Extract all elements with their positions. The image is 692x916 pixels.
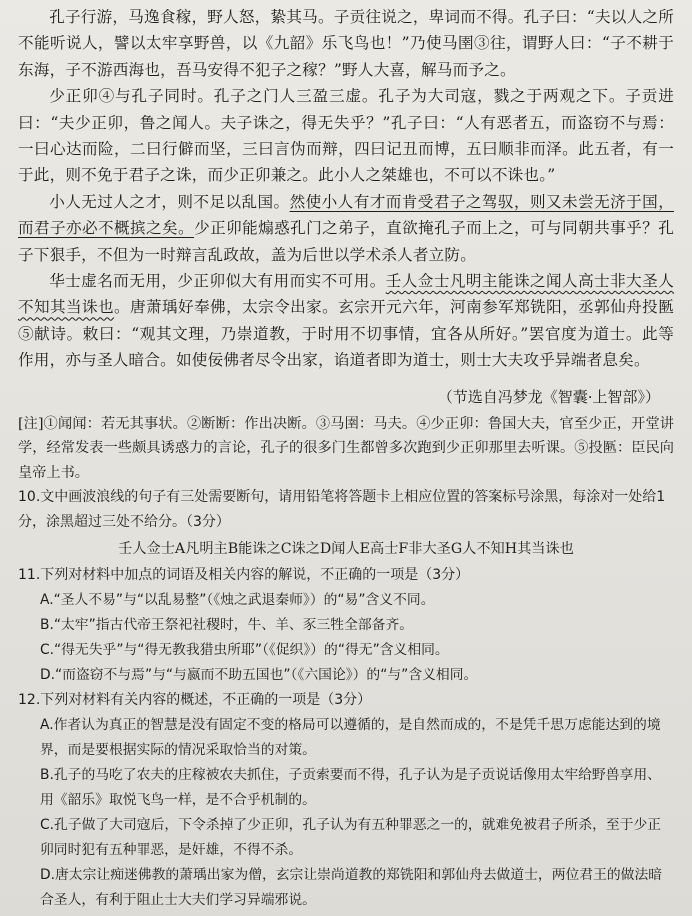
question-12-option-a: A.作者认为真正的智慧是没有固定不变的格局可以遵循的，是自然而成的，不是凭千思万虑能达到的境界，而是要根据实际的情况采取恰当的对策。: [40, 717, 661, 759]
paragraph-4-tail: 。唐萧瑀好奉佛，太宗令出家。玄宗开元六年，河南参军郑铣阳，丞郭仙舟投匦⑤献诗。敕曰：“观其文理，乃崇道教，于时用不切事情，宜各从所好。”罢官度为道士。此等作用，亦与圣人暗合。如使佞佛者尽令出家，谄道者即为道士，则士大夫攻乎异端者息矣。: [18, 298, 674, 370]
question-12-option-b: B.孔子的马吃了农夫的庄稼被农夫抓住，子贡索要而不得，孔子认为是子贡说话像用太牢给野兽享用、用《韶乐》取悦飞鸟一样，是不合乎机制的。: [40, 767, 661, 809]
question-11-option-a: A.“圣人不易”与“以乱易整”（《烛之武退秦师》）的“易”含义不同。: [40, 592, 435, 609]
question-11-option-c: C.“得无失乎”与“得无教我猎虫所耶”（《促织》）的“得无”含义相同。: [40, 642, 449, 659]
question-11-option-b: B.“太牢”指古代帝王祭祀社稷时，牛、羊、豕三牲全部备齐。: [40, 617, 414, 634]
passage-paragraph-4: [18, 268, 674, 374]
underlined-sentence: 然使小人有才而肯受君子之驾驭，则又未尝无济于国，而君子亦必不概摈之矣。: [18, 192, 674, 238]
passage-paragraph-1: 孔子行游，马逸食稼，野人怒，絷其马。子贡往说之，卑词而不得。孔子曰：“夫以人之所不能听说人，譬以太牢享野兽，以《九韶》乐飞鸟也！”乃使马圉③往，谓野人曰：“子不耕于东海，子不游西海也，吾马安得不犯子之稼？”野人大喜，解马而予之。: [18, 8, 674, 79]
annotations: [注]①闻闻：若无其事状。②断断：作出决断。③马圉：马夫。④少正卯：鲁国大夫，官至少正，开堂讲学，经常发表一些颇具诱惑力的言论，孔子的很多门生都曾多次跑到少正卯那里去听课。⑤投匦：臣民向皇帝上书。: [18, 415, 674, 481]
paragraph-3-lead: 小人无过人之才，则不足以乱国。: [49, 192, 290, 211]
question-11-option-d: D.“而盗窃不与焉”与“与嬴而不助五国也”（《六国论》）的“与”含义相同。: [40, 667, 478, 684]
paragraph-4-lead: 华士虚名而无用，少正卯似大有用而实不可用。: [49, 272, 386, 291]
question-10-stem: 10.文中画波浪线的句子有三处需要断句，请用铅笔将答题卡上相应位置的答案标号涂黑，每涂对一处给1分，涂黑超过三处不给分。（3分）: [18, 489, 666, 531]
source-citation: （节选自冯梦龙《智囊·上智部》）: [437, 387, 660, 406]
question-12-option-c: C.孔子做了大司寇后，下令杀掉了少正卯，孔子认为有五种罪恶之一的，就难免被君子所杀，至于少正卯同时犯有五种罪恶，是奸雄，不得不杀。: [40, 817, 662, 859]
question-12-option-d: D.唐太宗让痴迷佛教的萧瑀出家为僧，玄宗让崇尚道教的郑铣阳和郭仙舟去做道士，两位君王的做法暗合圣人，有利于阻止士大夫们学习异端邪说。: [40, 867, 663, 909]
wavy-underlined-sentence: 壬人佥士凡明主能诛之闻人高士非大圣人不知其当诛也: [18, 272, 674, 317]
question-10-sentence: 壬人佥士A凡明主B能诛之C诛之D闻人E高士F非大圣G人不知H其当诛也: [118, 541, 574, 558]
question-12-stem: 12.下列对材料有关内容的概述，不正确的一项是（3分）: [18, 692, 372, 709]
paragraph-3-tail: 少正卯能煽惑孔门之弟子，直欲掩孔子而上之，可与同朝共事乎？孔子下狠手，不但为一时辩言乱政故，盖为后世以学术杀人者立防。: [18, 219, 674, 264]
question-11-stem: 11.下列对材料中加点的词语及相关内容的解说，不正确的一项是（3分）: [18, 567, 470, 584]
passage-paragraph-3: [18, 189, 674, 268]
passage-paragraph-2: 少正卯④与孔子同时。孔子之门人三盈三虚。孔子为大司寇，戮之于两观之下。子贡进曰：“夫少正卯，鲁之闻人。夫子诛之，得无失乎？”孔子曰：“人有恶者五，而盗窃不与焉：一曰心达而险，二曰行僻而坚，三曰言伪而辩，四曰记丑而博，五曰顺非而泽。此五者，有一于此，则不免于君子之诛，而少正卯兼之。此小人之桀雄也，不可以不诛也。”: [18, 87, 674, 185]
